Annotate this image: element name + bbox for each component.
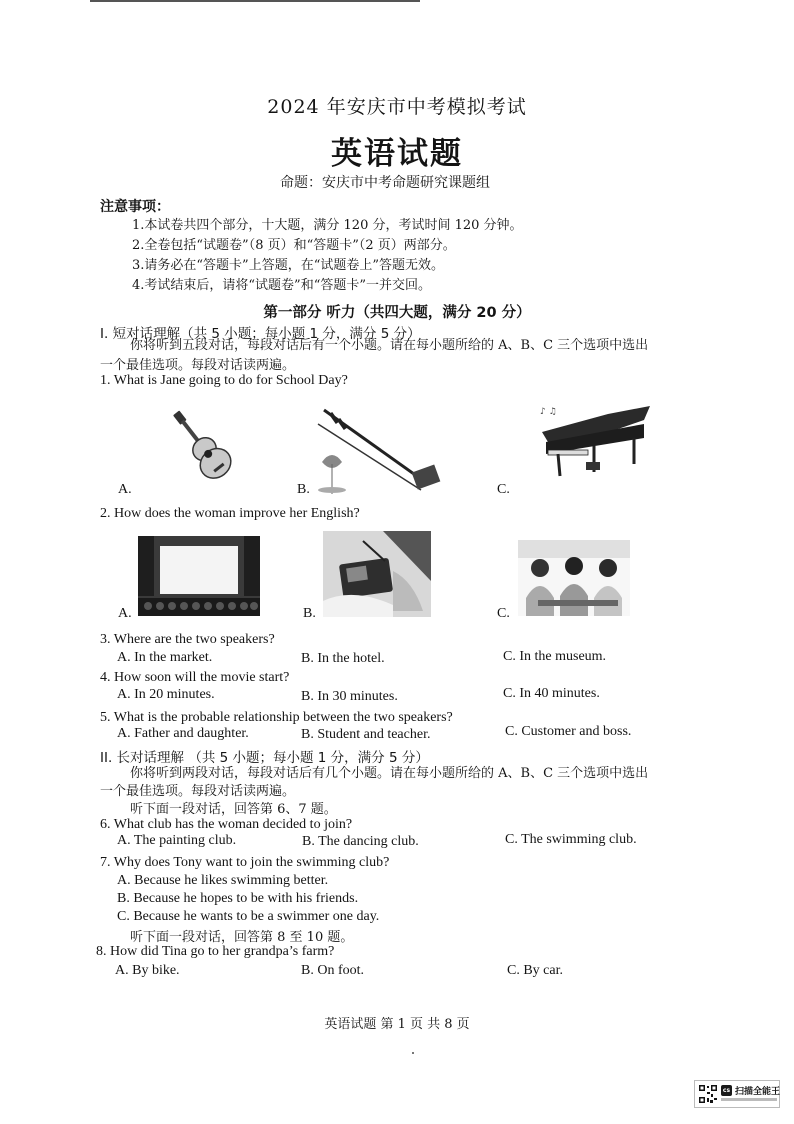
part1-title: 第一部分 听力（共四大题，满分 20 分） — [263, 305, 531, 321]
option-b: B. Student and teacher. — [301, 727, 431, 742]
question-2 — [100, 506, 360, 522]
question-text: What is Jane going to do for School Day? — [113, 373, 348, 388]
radio-icon — [323, 531, 431, 617]
option-b: B. In the hotel. — [301, 651, 385, 666]
option-b: B. The dancing club. — [302, 834, 419, 849]
exam-title: 2024 年安庆市中考模拟考试 — [267, 96, 527, 118]
picture-label-a: A. — [118, 482, 132, 497]
picture-label-b: B. — [303, 606, 316, 621]
notice-title: 注意事项： — [100, 199, 170, 215]
question-text: How does the woman improve her English? — [114, 506, 360, 521]
section2-title: II. 长对话理解 （共 5 小题；每小题 1 分，满分 5 分） — [100, 750, 429, 766]
question-number: 5. — [100, 710, 111, 725]
section2-instruction: 你将听到两段对话，每段对话后有几个小题。请在每小题所给的 A、B、C 三个选项中选出 — [130, 766, 649, 781]
section2-instruction: 一个最佳选项。每段对话读两遍。 — [100, 784, 296, 799]
dialog1-note: 听下面一段对话，回答第 6、7 题。 — [130, 802, 337, 817]
picture-label-a: A. — [118, 606, 132, 621]
page-footer: 英语试题 第 1 页 共 8 页 — [324, 1017, 470, 1032]
option-a: A. Father and daughter. — [117, 726, 249, 741]
dialog2-note: 听下面一段对话，回答第 8 至 10 题。 — [130, 930, 354, 945]
section1-title: I. 短对话理解（共 5 小题；每小题 1 分，满分 5 分） — [100, 326, 421, 342]
question-text: What is the probable relationship between the two speakers? — [113, 710, 453, 725]
question-5 — [100, 710, 453, 726]
scanner-subtitle-line — [721, 1098, 777, 1101]
scan-speck — [412, 1052, 414, 1054]
camscanner-logo-icon: cs — [722, 1087, 731, 1094]
option-c: C. Customer and boss. — [505, 724, 632, 739]
option-a: A. By bike. — [115, 963, 180, 978]
question-number: 4. — [100, 670, 111, 685]
option-b: B. In 30 minutes. — [301, 689, 398, 704]
top-border-line — [90, 0, 420, 2]
question-8 — [96, 944, 334, 960]
question-text: What club has the woman decided to join? — [113, 817, 353, 832]
notice-item: 2.全卷包括“试题卷”（8 页）和“答题卡”（2 页）两部分。 — [132, 238, 456, 253]
scanner-app-name: 扫描全能王 — [735, 1087, 781, 1097]
notice-item: 3.请务必在“答题卡”上答题，在“试题卷上”答题无效。 — [132, 258, 444, 273]
question-3 — [100, 632, 275, 648]
question-number: 8. — [96, 944, 107, 959]
question-text: Where are the two speakers? — [113, 632, 275, 647]
people-talking-icon — [518, 540, 630, 616]
question-1 — [100, 373, 348, 389]
scanner-watermark — [694, 1080, 780, 1108]
option-a: A. In 20 minutes. — [117, 687, 215, 702]
question-number: 2. — [100, 506, 111, 521]
qr-code-icon — [698, 1084, 718, 1104]
erhu-icon — [316, 404, 446, 494]
svg-text:♪ ♫: ♪ ♫ — [540, 407, 557, 417]
question-6 — [100, 817, 352, 833]
grand-piano-icon — [538, 402, 653, 478]
option-b: B. On foot. — [301, 963, 364, 978]
option-c: C. The swimming club. — [505, 832, 637, 847]
exam-subject: 英语试题 — [331, 136, 463, 172]
option-c: C. By car. — [507, 963, 563, 978]
picture-label-c: C. — [497, 482, 510, 497]
notice-item: 4.考试结束后，请将“试题卷”和“答题卡”一并交回。 — [132, 278, 431, 293]
option-a: A. Because he likes swimming better. — [117, 873, 329, 888]
guitar-icon — [160, 402, 245, 486]
option-a: A. The painting club. — [117, 833, 237, 848]
question-number: 1. — [100, 373, 111, 388]
question-number: 6. — [100, 817, 111, 832]
exam-author: 命题：安庆市中考命题研究课题组 — [280, 175, 490, 191]
picture-label-c: C. — [497, 606, 510, 621]
option-c: C. Because he wants to be a swimmer one day. — [117, 909, 380, 924]
question-number: 7. — [100, 855, 111, 870]
option-a: A. In the market. — [117, 650, 213, 665]
option-b: B. Because he hopes to be with his friends. — [117, 891, 359, 906]
section1-instruction: 你将听到五段对话，每段对话后有一个小题。请在每小题所给的 A、B、C 三个选项中选出 — [130, 338, 649, 353]
section1-instruction: 一个最佳选项。每段对话读两遍。 — [100, 358, 296, 373]
option-c: C. In the museum. — [503, 649, 607, 664]
question-text: How soon will the movie start? — [114, 670, 290, 685]
question-text: Why does Tony want to join the swimming club? — [113, 855, 390, 870]
question-number: 3. — [100, 632, 111, 647]
question-7 — [100, 855, 389, 871]
picture-label-b: B. — [297, 482, 310, 497]
question-text: How did Tina go to her grandpa’s farm? — [110, 944, 335, 959]
notice-item: 1.本试卷共四个部分，十大题，满分 120 分，考试时间 120 分钟。 — [132, 218, 523, 233]
cinema-screen-icon — [138, 536, 260, 616]
question-4 — [100, 670, 289, 686]
option-c: C. In 40 minutes. — [503, 686, 600, 701]
